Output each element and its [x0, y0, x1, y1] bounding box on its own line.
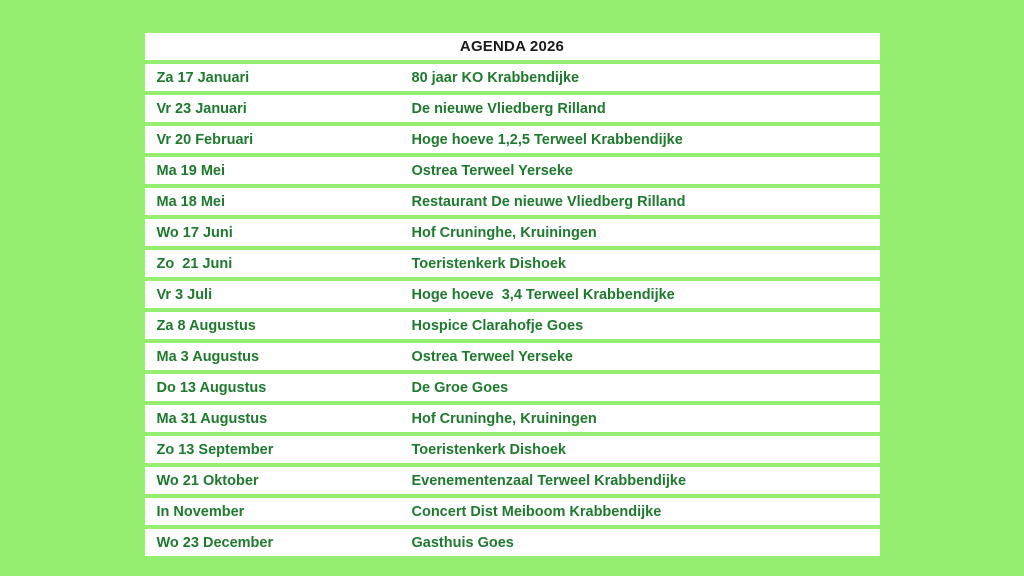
- row-date: Vr 20 Februari: [156, 131, 254, 148]
- row-date: Vr 3 Juli: [156, 286, 213, 303]
- table-row: [145, 374, 880, 401]
- row-date: In November: [156, 503, 245, 520]
- table-row: [145, 157, 880, 184]
- table-row: [145, 312, 880, 339]
- row-date: Vr 23 Januari: [156, 100, 247, 117]
- table-row: [145, 343, 880, 370]
- row-event: Hof Cruninghe, Kruiningen: [411, 224, 597, 241]
- row-date: Ma 18 Mei: [156, 193, 225, 210]
- row-date: Wo 21 Oktober: [156, 472, 259, 489]
- table-row: [145, 95, 880, 122]
- row-event: Hospice Clarahofje Goes: [411, 317, 584, 334]
- row-event: De Groe Goes: [411, 379, 509, 396]
- row-date: Zo 21 Juni: [156, 255, 233, 272]
- table-row: [145, 219, 880, 246]
- table-row: [145, 436, 880, 463]
- row-event: Evenementenzaal Terweel Krabbendijke: [411, 472, 687, 489]
- table-row: [145, 405, 880, 432]
- row-date: Zo 13 September: [156, 441, 274, 458]
- row-event: Toeristenkerk Dishoek: [411, 255, 566, 272]
- row-event: Restaurant De nieuwe Vliedberg Rilland: [411, 193, 686, 210]
- row-event: Concert Dist Meiboom Krabbendijke: [411, 503, 662, 520]
- row-date: Ma 3 Augustus: [156, 348, 260, 365]
- row-date: Ma 19 Mei: [156, 162, 225, 179]
- row-date: Za 17 Januari: [156, 69, 250, 86]
- table-row: [145, 281, 880, 308]
- row-date: Za 8 Augustus: [156, 317, 256, 334]
- row-event: De nieuwe Vliedberg Rilland: [411, 100, 606, 117]
- row-event: Toeristenkerk Dishoek: [411, 441, 566, 458]
- row-event: 80 jaar KO Krabbendijke: [411, 69, 580, 86]
- row-event: Hof Cruninghe, Kruiningen: [411, 410, 597, 427]
- agenda-table: [145, 33, 880, 556]
- row-event: Ostrea Terweel Yerseke: [411, 348, 573, 365]
- agenda-title-row: [145, 33, 880, 60]
- table-row: [145, 188, 880, 215]
- table-row: [145, 467, 880, 494]
- row-event: Hoge hoeve 3,4 Terweel Krabbendijke: [411, 286, 675, 303]
- page-title: AGENDA 2026: [459, 38, 565, 55]
- row-date: Do 13 Augustus: [156, 379, 267, 396]
- row-event: Gasthuis Goes: [411, 534, 514, 551]
- row-date: Wo 23 December: [156, 534, 274, 551]
- table-row: [145, 250, 880, 277]
- row-event: Ostrea Terweel Yerseke: [411, 162, 573, 179]
- row-date: Ma 31 Augustus: [156, 410, 268, 427]
- table-row: [145, 498, 880, 525]
- row-event: Hoge hoeve 1,2,5 Terweel Krabbendijke: [411, 131, 683, 148]
- row-date: Wo 17 Juni: [156, 224, 233, 241]
- table-row: [145, 126, 880, 153]
- table-row: [145, 529, 880, 556]
- table-row: [145, 64, 880, 91]
